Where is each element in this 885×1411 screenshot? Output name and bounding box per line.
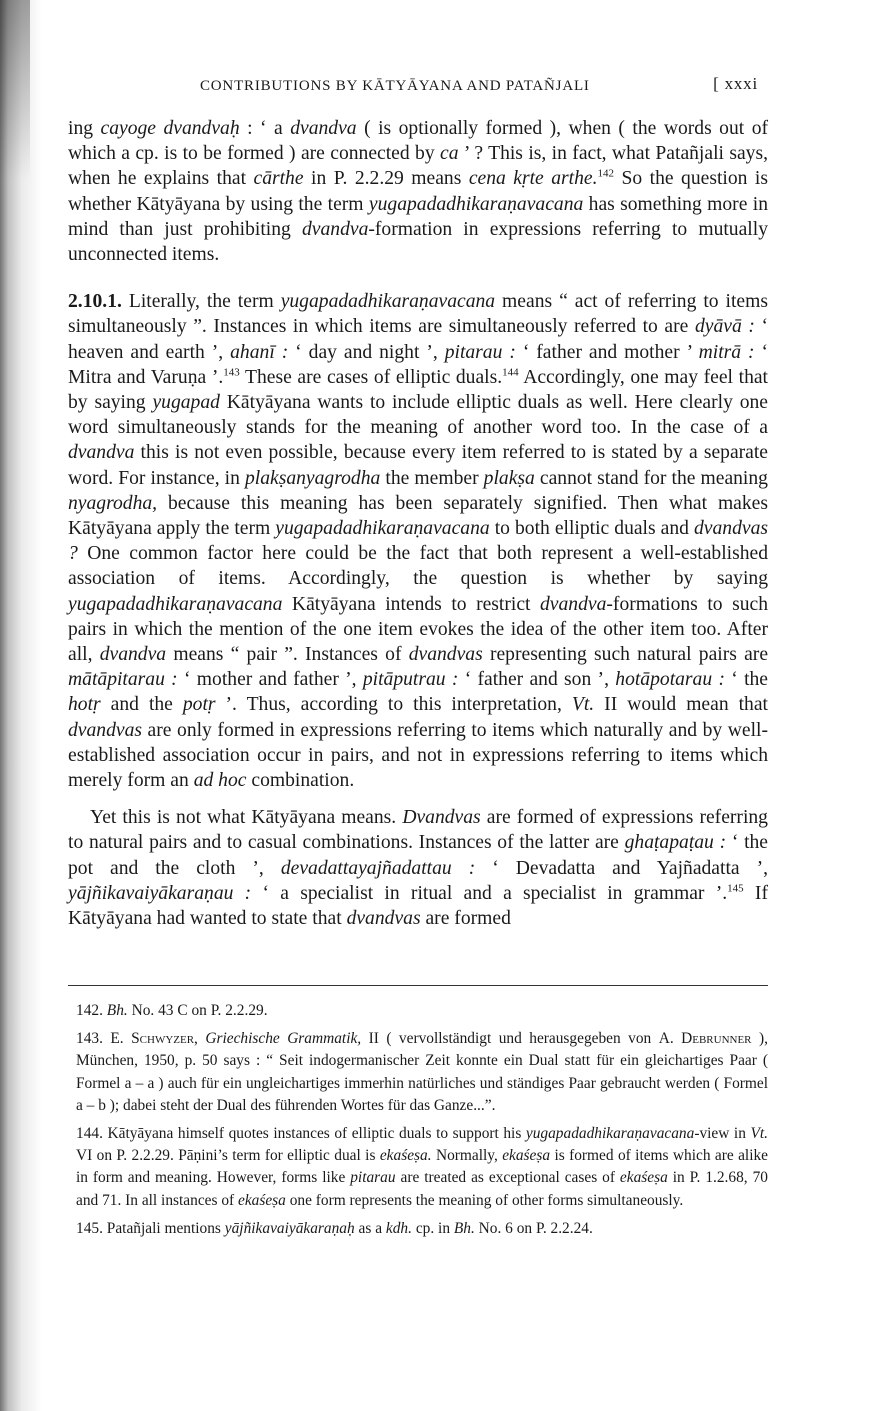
text-run: representing such natural pairs are	[482, 644, 769, 666]
text-run: ‘ day and night ’,	[288, 341, 445, 363]
footnote-rule	[68, 985, 768, 986]
text-run: means “ pair ”. Instances of	[166, 644, 409, 666]
italic-term: dvandva	[290, 118, 357, 139]
italic-term: nyagrodha,	[68, 492, 158, 514]
text-run: means “ act of referring to items simultaneously ”. Instances in which items are simultaneously referred to are	[68, 291, 768, 338]
italic-term: yājñikavaiyākaraṇaḥ	[224, 1219, 355, 1237]
text-run: ‘ Mitra and Varuṇa ’.	[68, 341, 768, 388]
italic-term: ekaśeṣa	[502, 1147, 551, 1165]
text-run: ‘ father and son ’,	[458, 669, 616, 691]
italic-term: dvandvas ?	[68, 518, 768, 565]
paragraph-1	[68, 116, 768, 267]
text-run: because this meaning has been separately signified. Then what makes Kātyāyana apply the term	[68, 492, 768, 540]
italic-term: dyāvā :	[694, 316, 755, 338]
text-run: as a	[354, 1219, 386, 1237]
italic-term: ghaṭapaṭau :	[624, 832, 727, 854]
text-run: one form represents the meaning of other forms simultaneously.	[285, 1191, 684, 1209]
text-run: : ‘ a	[239, 118, 291, 139]
text-run: and the	[100, 694, 183, 716]
paragraph-3	[68, 805, 768, 931]
italic-term: yugapadadhikaraṇavacana	[68, 593, 283, 615]
text-run: ing	[68, 118, 101, 139]
text-run: So the question is whether Kātyāyana by using the term	[68, 168, 768, 215]
text-run: the member	[380, 467, 484, 489]
italic-term: pitarau :	[444, 341, 516, 363]
text-run: Kātyāyana wants to include elliptic duals as well. Here clearly one word simultaneously stands for the meaning of another word too. In the case of a	[68, 392, 769, 439]
text-run: II ( vervollständigt und herausgegeben von	[361, 1030, 659, 1048]
italic-term: dvandva	[99, 644, 167, 666]
text-run: -view in	[694, 1125, 751, 1143]
text-run: are treated as exceptional cases of	[395, 1169, 620, 1187]
italic-term: yugapadadhikaraṇavacana	[525, 1125, 695, 1143]
text-run: ( is optionally formed ), when ( the words out of which a cp. is to be formed ) are connected by	[68, 118, 769, 165]
italic-term: ekaśeṣa	[619, 1169, 668, 1187]
italic-term: pitarau	[350, 1169, 396, 1187]
text-run: combination.	[246, 770, 355, 792]
text-run: cp. in	[411, 1219, 454, 1237]
italic-term: pitāputrau :	[362, 669, 459, 691]
italic-term: mitrā :	[698, 341, 755, 363]
text-run: in P. 2.2.29 means	[303, 168, 469, 190]
italic-term: dvandvas	[408, 644, 483, 666]
italic-term: dvandva	[301, 218, 369, 240]
text-run: Yet this is not what Kātyāyana means.	[90, 807, 403, 829]
italic-term: ad hoc	[193, 770, 247, 792]
italic-term: cayoge dvandvaḥ	[100, 118, 240, 139]
text-run: is formed of items which are alike in form and meaning. However, forms like	[76, 1147, 768, 1187]
text-run: One common factor here could be the fact that both represent a well-established association of items. Accordingly, the question is whether by saying	[68, 543, 768, 590]
text-run: ), München, 1950, p. 50 says : “ Seit indogermanischer Zeit konnte ein Dual statt für ein gleichartiges Paar ( Formel a – a ) auch für ein ungleichartiges immerhin natürliches und ständiges Paar gebraucht werden ( Formel a – b ); dabei steht der Dual des führenden Wortes für das Ganze...”.	[76, 1030, 768, 1114]
italic-term: cārthe	[253, 168, 304, 190]
italic-term: kdh.	[385, 1219, 412, 1237]
scan-edge-shadow	[0, 0, 42, 1411]
text-run: cannot stand for the meaning	[534, 467, 768, 489]
italic-term: Griechische Grammatik,	[205, 1030, 362, 1048]
text-run: ’. Thus, according to this interpretation,	[215, 694, 572, 716]
running-head	[200, 72, 760, 102]
text-run: No. 6 on P. 2.2.24.	[474, 1219, 593, 1237]
running-title: CONTRIBUTIONS BY KĀTYĀYANA AND PATAÑJALI	[200, 78, 590, 94]
italic-term: yugapadadhikaraṇavacana	[280, 291, 496, 313]
italic-term: potṛ	[182, 694, 216, 716]
text-run: These are cases of elliptic duals.	[239, 366, 503, 388]
text-run: E. Schwyzer,	[110, 1030, 198, 1048]
italic-term: dvandva	[68, 442, 135, 464]
italic-term: devadattayajñadattau :	[280, 857, 476, 879]
text-run: VI on P. 2.2.29. Pāṇini’s term for elliptic dual is	[76, 1147, 380, 1165]
italic-term: yājñikavaiyākaraṇau :	[68, 882, 252, 904]
footnote-143	[76, 1028, 768, 1117]
italic-term: ekaśeṣa.	[379, 1147, 432, 1165]
italic-term: cena kṛte arthe.	[468, 168, 598, 190]
italic-term: yugapadadhikaraṇavacana	[368, 193, 584, 215]
text-run: ‘ heaven and earth ’,	[68, 316, 768, 363]
text-run: A. Debrunner	[658, 1030, 752, 1048]
text-run: Normally,	[431, 1147, 503, 1165]
text-run: ‘ the pot and the cloth ’,	[68, 832, 768, 879]
text-run: 143.	[76, 1030, 103, 1048]
text-run: 144.	[76, 1125, 103, 1143]
italic-term: hotāpotarau :	[615, 669, 725, 691]
text-run: -formation in expressions referring to mutually unconnected items.	[68, 218, 768, 266]
italic-term: hotṛ	[68, 694, 101, 716]
text-run: ’ ? This is, in fact, what Patañjali says, when he explains that	[68, 143, 768, 190]
italic-term: Vt.	[571, 694, 595, 716]
scan-edge-shadow-top	[0, 0, 30, 180]
text-run: ‘ the	[724, 669, 769, 691]
text-run: are formed	[420, 908, 511, 930]
footnotes	[76, 1000, 768, 1246]
footnote-142	[76, 1000, 768, 1022]
italic-term: plakṣa	[483, 467, 535, 489]
text-run: Kātyāyana intends to restrict	[282, 593, 540, 615]
text-run: Kātyāyana himself quotes instances of elliptic duals to support his	[102, 1125, 526, 1143]
footnote-145	[76, 1218, 768, 1240]
italic-term: Vt.	[750, 1125, 768, 1143]
text-run: to both elliptic duals and	[489, 518, 694, 540]
italic-term: yugapadadhikaraṇavacana	[275, 518, 490, 540]
italic-term: dvandvas	[346, 908, 421, 930]
text-run: Accordingly, one may feel that by saying	[68, 366, 769, 414]
footnote-144	[76, 1123, 768, 1212]
text-run: are only formed in expressions referring to items which naturally and by well-established association occur in pairs, and not in expressions referring to items which merely form an	[68, 719, 768, 792]
footnote-ref-143: 143	[223, 366, 240, 379]
text-run: ‘ a specialist in ritual and a specialist in grammar ’.	[251, 882, 728, 904]
footnote-ref-145: 145	[727, 882, 744, 895]
section-number: 2.10.1.	[68, 291, 122, 313]
italic-term: ca	[440, 143, 459, 165]
italic-term: yugapad	[152, 392, 220, 414]
text-run: are formed of expressions referring to natural pairs and to casual combinations. Instances of the latter are	[68, 807, 768, 854]
text-run: II would mean that	[594, 694, 768, 716]
italic-term: ahanī :	[230, 341, 289, 363]
text-run: Literally, the term	[121, 291, 281, 313]
italic-term: plakṣanyagrodha	[244, 467, 381, 489]
text-run: ‘ mother and father ’,	[177, 669, 363, 691]
italic-term: mātāpitarau :	[68, 669, 178, 691]
text-run: this is not even possible, because every item referred to is stated by a separate word. For instance, in	[68, 442, 768, 489]
text-run: If Kātyāyana had wanted to state that	[68, 882, 768, 930]
page-number: [ xxxi	[713, 74, 758, 93]
text-run: ‘ Devadatta and Yajñadatta ’,	[475, 857, 769, 879]
text-run: in P. 1.2.68, 70 and 71. In all instances of	[76, 1169, 768, 1209]
text-run: 142.	[76, 1002, 103, 1019]
text-run: 145.	[76, 1219, 103, 1237]
italic-term: ekaśeṣa	[238, 1191, 286, 1209]
text-run: ‘ father and mother ’	[515, 341, 699, 363]
text-run: Patañjali mentions	[102, 1219, 225, 1237]
text-run: -formations to such pairs in which the mention of the one item evokes the idea of the other item too. After all,	[68, 593, 768, 666]
italic-term: dvandvas	[68, 719, 143, 741]
body-text	[68, 116, 768, 931]
italic-term: Bh.	[453, 1219, 475, 1237]
text-run: has something more in mind than just prohibiting	[68, 193, 768, 240]
text-run: No. 43 C on P. 2.2.29.	[127, 1002, 268, 1019]
footnote-ref-142: 142	[597, 167, 614, 180]
paragraph-2	[68, 289, 768, 793]
italic-term: Dvandvas	[402, 807, 481, 829]
italic-term: dvandva	[540, 593, 607, 615]
footnote-ref-144: 144	[502, 366, 519, 379]
italic-term: Bh.	[106, 1002, 128, 1019]
